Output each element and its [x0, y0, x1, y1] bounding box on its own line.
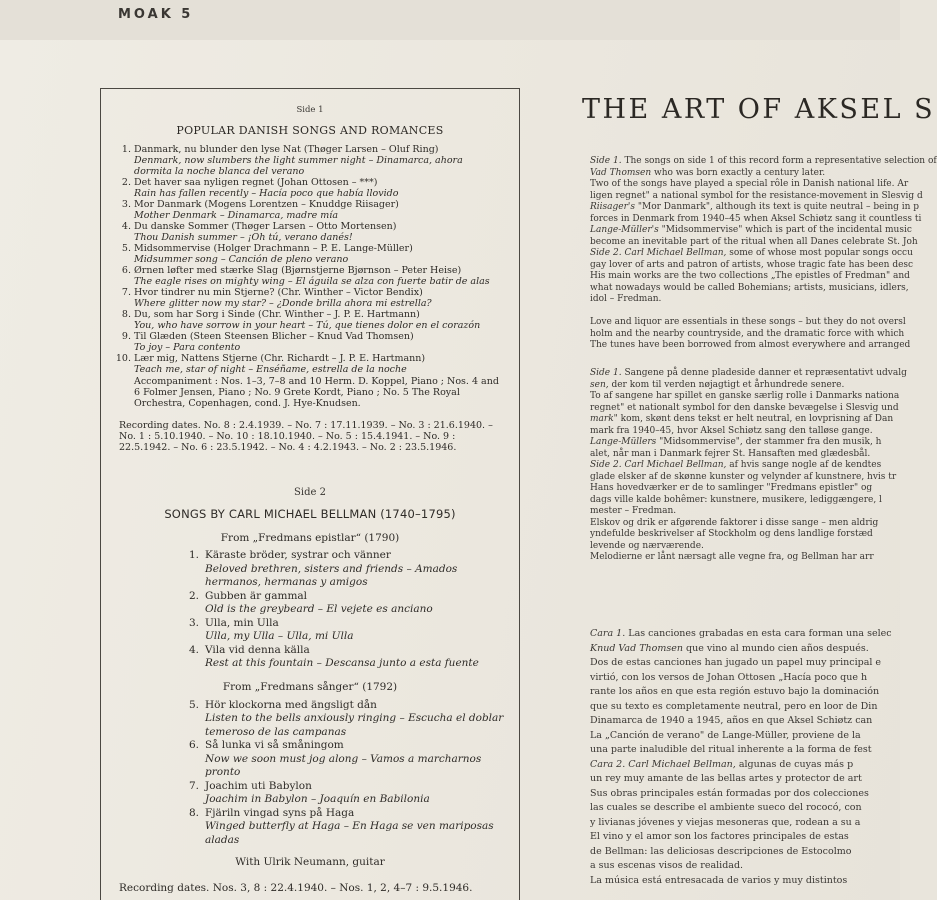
notes-text: idol – Fredman. [590, 294, 662, 304]
song-original-title: Käraste bröder, systrar och vänner [205, 549, 391, 561]
notes-line [590, 541, 910, 553]
notes-line [590, 294, 910, 306]
notes-line [590, 168, 910, 180]
notes-text: levende og nærværende. [590, 540, 704, 551]
notes-text: El vino y el amor son los factores principales de estas [590, 831, 849, 842]
side2-label: Side 2 [294, 487, 326, 498]
song-translation: You, who have sorrow in your heart – Tú, que tienes dolor en el corazón [134, 320, 481, 331]
notes-italic: sen, [590, 379, 609, 390]
song-translation: Joachim in Babylon – Joaquín en Babilonia [205, 793, 430, 805]
notes-text: gay lover of arts and patron of artists, whose tragic fate has been desc [590, 259, 914, 270]
song-number: 10. [115, 353, 131, 364]
notes-text: Sus obras principales están formadas por dos colecciones [590, 787, 869, 799]
notes-line [590, 529, 910, 541]
song-original-title: Danmark, nu blunder den lyse Nat (Thøger Larsen – Oluf Ring) [134, 144, 439, 155]
notes-line [590, 190, 923, 203]
song-translation: Rain has fallen recently – Hacía poco que había llovido [134, 188, 399, 199]
notes-text: mark fra 1940–45, hvor Aksel Schiøtz sang den talløse gange. [590, 425, 873, 436]
notes-italic: mark" [590, 414, 618, 424]
song-item [101, 617, 519, 644]
notes-text: virtió, con los versos de Johan Ottosen „Hacía poco que h [590, 671, 868, 683]
notes-line [590, 845, 910, 860]
notes-text: que su texto es completamente neutral, pero en loor de Din [590, 700, 878, 712]
song-item [101, 177, 501, 199]
song-number: 6. [121, 265, 131, 276]
side1-recording-dates: Recording dates. No. 8 : 2.4.1939. – No. 7 : 17.11.1939. – No. 3 : 21.6.1940. – No. 1 : 5.10.1940. – No. 10 : 18.10.1940. – No. 5 : 15.4.1941. – No. 9 : 22.5.1942. – No. 6 : 23.5.1942. – No. 4 : 4.2.1943. – No. 2 : 23.5.1946. [119, 419, 493, 454]
song-item [101, 549, 519, 590]
notes-text: become an inevitable part of the ritual when all Danes celebrate St. Joh [590, 236, 918, 247]
song-original-title: Det haver saa nyligen regnet (Johan Ottosen – ***) [134, 177, 378, 188]
song-item [101, 331, 501, 353]
song-translation: To joy – Para contento [134, 342, 241, 353]
notes-line [590, 552, 910, 564]
notes-line [590, 743, 910, 758]
notes-italic: Lange-Müllers [590, 437, 657, 447]
song-item [101, 699, 519, 740]
notes-text: algunas de cuyas más p [735, 758, 854, 770]
notes-line [590, 472, 910, 484]
notes-line [590, 248, 913, 260]
notes-line [590, 213, 922, 226]
notes-italic: Lange-Müller's [590, 225, 659, 235]
song-original-title: Gubben är gammal [205, 589, 308, 602]
group2-song-list [101, 699, 519, 848]
song-number: 8. [121, 309, 131, 320]
song-number: 3. [121, 199, 131, 210]
notes-text: His main works are the two collections „The epistles of Fredman" and [590, 271, 910, 281]
song-item [101, 353, 501, 375]
song-original-title: Hör klockorna med ängsligt dån [205, 698, 377, 711]
song-item [101, 780, 519, 807]
notes-line [590, 772, 910, 787]
notes-line [590, 656, 910, 671]
song-number: 2. [121, 177, 131, 188]
notes-line [590, 801, 910, 816]
notes-text: Las canciones grabadas en esta cara forman una selec [625, 628, 892, 639]
notes-line [590, 426, 910, 438]
notes-line [590, 225, 910, 237]
notes-text: forces in Denmark from 1940–45 when Aksel Schiøtz sang it countless ti [590, 213, 922, 224]
notes-line [590, 506, 910, 518]
notes-italic: Side 2. Carl Michael Bellman, [590, 460, 727, 470]
notes-text: Two of the songs have played a special rôle in Danish national life. Ar [590, 179, 909, 189]
notes-line [590, 671, 910, 686]
song-original-title: Fjäriln vingad syns på Haga [205, 806, 355, 819]
notes-line [590, 414, 910, 426]
song-translation: The eagle rises on mighty wing – El águila se alza con fuerte batir de alas [134, 276, 490, 287]
song-translation: Beloved brethren, sisters and friends – Amados hermanos, hermanas y amigos [205, 562, 458, 588]
notes-line [590, 758, 910, 773]
song-number: 9. [121, 331, 131, 342]
notes-text: Love and liquor are essentials in these songs – but they do not oversl [590, 317, 906, 327]
song-translation: Mother Denmark – Dinamarca, madre mía [134, 210, 339, 221]
notes-text: The tunes have been borrowed from almost everywhere and arranged [590, 340, 911, 350]
notes-text: glade elsker af de skønne kunster og velynder af kunstnere, hvis tr [590, 471, 897, 482]
notes-text: To af sangene har spillet en ganske særlig rolle i Danmarks nationa [590, 391, 900, 401]
song-number: 4. [188, 643, 199, 656]
song-original-title: Du danske Sommer (Thøger Larsen – Otto Mortensen) [134, 221, 397, 232]
notes-english [590, 156, 937, 352]
notes-italic: Side 1. [590, 156, 622, 166]
notes-line [590, 271, 910, 283]
song-number: 7. [188, 779, 199, 792]
tracklist-box [100, 88, 520, 900]
notes-text: af hvis sange nogle af de kendtes [726, 460, 882, 470]
song-translation: Ulla, my Ulla – Ulla, mi Ulla [205, 630, 354, 642]
song-translation: Teach me, star of night – Enséñame, estrella de la noche [134, 364, 407, 375]
notes-line [590, 437, 910, 449]
song-item [101, 144, 501, 177]
notes-text: some of whose most popular songs occu [726, 248, 913, 258]
notes-italic: Cara 2. Carl Michael Bellman, [590, 758, 736, 770]
song-translation: Midsummer song – Canción de pleno verano [134, 254, 349, 265]
song-original-title: Midsommervise (Holger Drachmann – P. E. Lange-Müller) [134, 243, 413, 254]
notes-text: que vino al mundo cien años después. [683, 642, 869, 654]
song-number: 6. [188, 739, 199, 751]
notes-line [590, 380, 910, 392]
song-item [101, 221, 501, 243]
song-number: 4. [121, 221, 131, 232]
song-item [101, 287, 501, 309]
notes-text: what nowadays would be called Bohemians; artists, musicians, idlers, [590, 282, 909, 293]
song-original-title: Ulla, min Ulla [205, 616, 279, 629]
notes-line [590, 329, 910, 341]
notes-line [590, 483, 910, 495]
notes-text: der kom til verden nøjagtigt et århundrede senere. [608, 379, 845, 390]
notes-text: y livianas jóvenes y viejas mesoneras que, rodean a su a [590, 816, 861, 828]
notes-danish [590, 368, 910, 564]
notes-italic: Side 2. Carl Michael Bellman, [590, 248, 727, 258]
song-translation: Listen to the bells anxiously ringing – Escucha el doblar temeroso de las campanas [205, 712, 504, 738]
side2-section [101, 487, 519, 894]
song-item [101, 590, 519, 617]
notes-text: rante los años en que esta región estuvo bajo la dominación [590, 686, 880, 697]
notes-line [590, 816, 910, 831]
song-translation: Thou Danish summer – ¡Oh tú, verano danés! [134, 232, 353, 243]
song-original-title: Ørnen løfter med stærke Slag (Bjørnstjerne Bjørnson – Peter Heise) [134, 265, 462, 276]
notes-line [590, 627, 910, 642]
notes-line [590, 874, 910, 889]
notes-text: las cuales se describe el ambiente sueco del rococó, con [590, 802, 862, 813]
notes-line [590, 259, 914, 272]
notes-line [590, 368, 910, 380]
notes-text: una parte inaludible del ritual inherente a la forma de fest [590, 744, 872, 755]
song-number: 3. [188, 616, 199, 629]
song-translation: Now we soon must jog along – Vamos a marcharnos pronto [205, 752, 482, 778]
song-number: 5. [188, 698, 199, 711]
notes-text: un rey muy amante de las bellas artes y protector de art [590, 773, 862, 784]
notes-text: who was born exactly a century later. [651, 167, 826, 178]
song-item [101, 199, 501, 221]
group1-song-list [101, 549, 519, 671]
album-title: THE ART OF AKSEL S [582, 94, 936, 125]
notes-line [590, 787, 910, 802]
song-translation: Winged butterfly at Haga – En Haga se ven mariposas aladas [205, 820, 494, 846]
song-item [101, 739, 519, 780]
catalog-number: MOAK 5 [118, 7, 194, 22]
song-original-title: Lær mig, Nattens Stjerne (Chr. Richardt – J. P. E. Hartmann) [134, 353, 426, 364]
notes-text: dags ville kalde bohêmer: kunstnere, musikere, lediggængere, l [590, 494, 882, 505]
notes-italic: Knud Vad Thomsen [590, 642, 683, 654]
notes-text: Sangene på denne pladeside danner et repræsentativt udvalg [621, 368, 907, 378]
notes-text: regnet" et nationalt symbol for den danske bevægelse i Slesvig und [590, 402, 899, 413]
side1-song-list [101, 144, 519, 375]
notes-text: a sus escenas visos de realidad. [590, 860, 744, 871]
notes-line [590, 518, 910, 530]
song-translation: Old is the greybeard – El vejete es anciano [205, 603, 433, 615]
notes-text: holm and the nearby countryside, and the dramatic force with which [590, 328, 905, 339]
notes-text: Elskov og drik er afgørende faktorer i disse sange – men aldrig [590, 517, 879, 528]
notes-line [590, 403, 910, 415]
song-translation: Denmark, now slumbers the light summer night – Dinamarca, ahora dormita la noche blanca del verano [134, 155, 463, 177]
song-item [101, 243, 501, 265]
notes-line [590, 179, 910, 191]
notes-text: Melodierne er lånt nærsagt alle vegne fra, og Bellman har arr [590, 552, 874, 562]
notes-line [590, 460, 910, 472]
song-number: 8. [188, 806, 199, 819]
notes-text: "Midsommervise", der stammer fra den musik, h [656, 437, 882, 447]
notes-line [590, 830, 910, 845]
notes-text: alet, når man i Danmark fejrer St. Hansaften med glædesbål. [590, 448, 871, 459]
notes-text: La música está entresacada de varios y muy distintos [590, 874, 848, 886]
side1-section [101, 105, 519, 453]
notes-italic: Riisager's [590, 202, 635, 212]
song-original-title: Du, som har Sorg i Sinde (Chr. Winther – J. P. E. Hartmann) [134, 309, 420, 320]
song-original-title: Til Glæden (Steen Steensen Blicher – Knud Vad Thomsen) [134, 331, 414, 342]
song-number: 1. [121, 144, 131, 155]
side2-recording-dates: Recording dates. Nos. 3, 8 : 22.4.1940. – Nos. 1, 2, 4–7 : 9.5.1946. [119, 882, 473, 894]
notes-line [590, 859, 910, 874]
notes-text: La „Canción de verano" de Lange-Müller, proviene de la [590, 729, 861, 741]
song-item [101, 807, 519, 848]
notes-text: The songs on side 1 of this record form a representative selection of [621, 156, 937, 166]
song-number: 1. [188, 549, 199, 561]
notes-line [590, 317, 910, 329]
song-item [101, 309, 501, 331]
notes-line [590, 202, 920, 214]
song-original-title: Mor Danmark (Mogens Lorentzen – Knuddge Riisager) [134, 199, 399, 210]
notes-line [590, 236, 918, 249]
notes-line [590, 495, 910, 507]
notes-text: Hans hovedværker er de to samlinger "Fredmans epistler" og [590, 483, 873, 493]
song-item [101, 644, 519, 671]
notes-line [590, 391, 910, 403]
notes-line [590, 714, 910, 729]
song-original-title: Så lunka vi så småningom [205, 739, 344, 751]
side1-accompaniment: Accompaniment : Nos. 1–3, 7–8 and 10 Herm. D. Koppel, Piano ; Nos. 4 and 6 Folmer Jensen, Piano ; No. 9 Grete Kordt, Piano ; No. 5 The Royal Orchestra, Copenhagen, cond. J. Hye-Knudsen. [134, 376, 499, 410]
notes-line [590, 306, 910, 318]
song-number: 7. [121, 287, 131, 298]
notes-spanish [590, 627, 910, 888]
side1-title: POPULAR DANISH SONGS AND ROMANCES [176, 124, 444, 137]
side1-label: Side 1 [296, 105, 324, 115]
notes-text: "Mor Danmark", although its text is quite neutral – being in p [635, 202, 920, 212]
guitar-credit: With Ulrik Neumann, guitar [235, 856, 385, 868]
notes-text: mester – Fredman. [590, 506, 677, 516]
notes-text: ligen regnet" a national symbol for the resistance-movement in Slesvig d [590, 190, 923, 201]
song-original-title: Vila vid denna källa [205, 643, 310, 656]
notes-line [590, 700, 910, 715]
notes-text: de Bellman: las deliciosas descripciones de Estocolmo [590, 845, 852, 857]
song-number: 5. [121, 243, 131, 254]
notes-line [590, 283, 910, 295]
side2-title: SONGS BY CARL MICHAEL BELLMAN (1740–1795) [164, 507, 456, 521]
notes-line [590, 449, 910, 461]
song-original-title: Hvor tindrer nu min Stjerne? (Chr. Winther – Victor Bendix) [134, 287, 423, 298]
song-translation: Rest at this fountain – Descansa junto a esta fuente [205, 657, 479, 669]
notes-text: yndefulde beskrivelser af Stockholm og dens landlige forstæd [590, 529, 873, 539]
group2-heading: From „Fredmans sånger“ (1792) [222, 680, 398, 693]
notes-line [590, 156, 937, 168]
notes-line [590, 685, 910, 700]
notes-line [590, 340, 910, 352]
group1-heading: From „Fredmans epistlar“ (1790) [220, 532, 400, 544]
notes-text: kom, skønt dens tekst er helt neutral, en lovprisning af Dan [617, 414, 894, 424]
notes-line [590, 729, 910, 744]
notes-italic: Vad Thomsen [590, 167, 652, 178]
notes-text: Dos de estas canciones han jugado un papel muy principal e [590, 657, 882, 668]
notes-text: Dinamarca de 1940 a 1945, años en que Aksel Schiøtz can [590, 715, 873, 726]
song-item [101, 265, 501, 287]
song-translation: Where glitter now my star? – ¿Donde brilla ahora mi estrella? [134, 298, 432, 309]
song-original-title: Joachim uti Babylon [205, 779, 312, 792]
notes-italic: Cara 1. [590, 628, 626, 639]
notes-text: "Midsommervise" which is part of the incidental music [658, 225, 912, 235]
notes-italic: Side 1. [590, 368, 622, 378]
notes-line [590, 642, 910, 657]
song-number: 2. [188, 589, 199, 602]
